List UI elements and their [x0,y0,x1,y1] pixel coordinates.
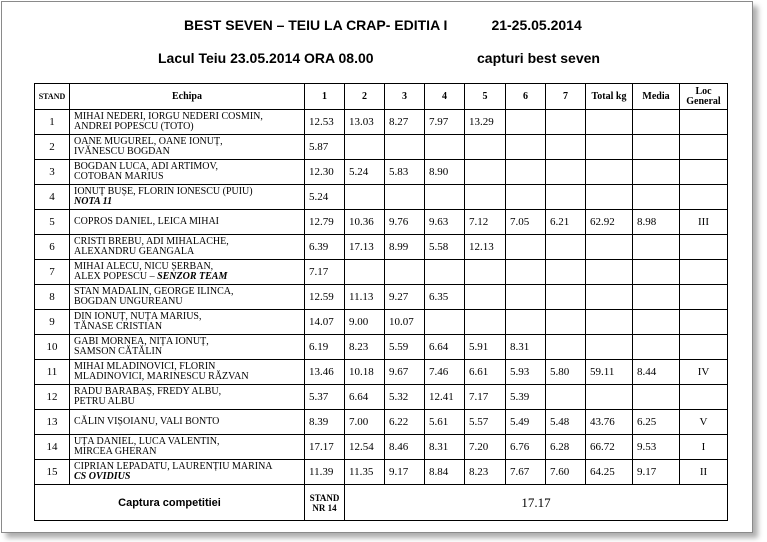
place-cell [680,285,728,310]
total-cell: 66.72 [586,435,633,460]
capture-cell [546,185,586,210]
total-cell [586,110,633,135]
capture-cell: 12.41 [425,385,465,410]
capture-cell: 9.76 [385,210,425,235]
capture-cell: 5.49 [506,410,546,435]
results-table [34,83,728,521]
average-cell [633,160,680,185]
total-cell: 43.76 [586,410,633,435]
capture-cell: 10.07 [385,310,425,335]
capture-cell: 12.59 [305,285,345,310]
capture-cell: 6.64 [425,335,465,360]
capture-cell: 9.27 [385,285,425,310]
capture-cell: 7.17 [465,385,506,410]
capture-cell [506,110,546,135]
capture-cell: 8.23 [465,460,506,485]
table-row [35,335,728,360]
average-cell: 9.17 [633,460,680,485]
total-cell [586,160,633,185]
capture-cell: 7.20 [465,435,506,460]
total-cell [586,385,633,410]
capture-cell: 11.13 [345,285,385,310]
captures-heading: capturi best seven [477,50,600,66]
header-1: 1 [305,84,345,110]
capture-cell: 5.58 [425,235,465,260]
team-cell: RADU BARABAȘ, FREDY ALBU, PETRU ALBU [70,385,305,410]
header-2: 2 [345,84,385,110]
average-cell [633,260,680,285]
average-cell: 9.53 [633,435,680,460]
total-cell: 62.92 [586,210,633,235]
capture-cell: 9.67 [385,360,425,385]
average-cell [633,235,680,260]
capture-cell: 6.76 [506,435,546,460]
capture-cell: 6.61 [465,360,506,385]
table-row [35,410,728,435]
capture-cell [506,160,546,185]
capture-cell: 7.60 [546,460,586,485]
average-cell [633,285,680,310]
capture-cell: 14.07 [305,310,345,335]
stand-cell: 5 [35,210,70,235]
capture-cell [506,185,546,210]
capture-cell: 5.59 [385,335,425,360]
total-cell [586,310,633,335]
capture-cell: 12.13 [465,235,506,260]
capture-cell: 8.23 [345,335,385,360]
team-cell: MIHAI NEDERI, IORGU NEDERI COSMIN, ANDREI POPESCU (TOTO) [70,110,305,135]
capture-cell: 7.17 [305,260,345,285]
total-cell: 64.25 [586,460,633,485]
header-3: 3 [385,84,425,110]
capture-cell: 6.35 [425,285,465,310]
competition-dates: 21-25.05.2014 [491,17,582,33]
table-row [35,160,728,185]
stand-cell: 1 [35,110,70,135]
place-cell [680,310,728,335]
place-cell: V [680,410,728,435]
capture-cell: 5.83 [385,160,425,185]
header-row [35,84,728,110]
total-cell [586,185,633,210]
stand-cell: 12 [35,385,70,410]
capture-cell [425,135,465,160]
capture-cell: 8.31 [425,435,465,460]
capture-cell: 8.90 [425,160,465,185]
capture-cell: 7.00 [345,410,385,435]
total-cell [586,260,633,285]
table-row [35,135,728,160]
place-cell: II [680,460,728,485]
stand-cell: 2 [35,135,70,160]
capture-cell: 8.99 [385,235,425,260]
capture-cell [546,160,586,185]
team-cell: CIPRIAN LEPADATU, LAURENȚIU MARINA CS OVIDIUS [70,460,305,485]
capture-cell: 13.29 [465,110,506,135]
capture-cell: 5.57 [465,410,506,435]
average-cell [633,310,680,335]
competition-capture-value: 17.17 [345,485,728,521]
capture-cell [385,135,425,160]
capture-cell [425,260,465,285]
capture-cell [345,185,385,210]
capture-cell: 12.30 [305,160,345,185]
capture-cell [506,285,546,310]
table-row [35,185,728,210]
stand-cell: 15 [35,460,70,485]
header-5: 5 [465,84,506,110]
capture-cell: 13.46 [305,360,345,385]
average-cell: 6.25 [633,410,680,435]
capture-cell: 6.64 [345,385,385,410]
table-row [35,235,728,260]
capture-cell: 17.17 [305,435,345,460]
place-cell: I [680,435,728,460]
table-row [35,210,728,235]
team-cell: MIHAI ALECU, NICU ȘERBAN, ALEX POPESCU – SENZOR TEAM [70,260,305,285]
team-cell: BOGDAN LUCA, ADI ARTIMOV, COTOBAN MARIUS [70,160,305,185]
total-cell [586,235,633,260]
capture-cell [546,310,586,335]
capture-cell: 8.84 [425,460,465,485]
total-cell [586,335,633,360]
place-cell [680,185,728,210]
capture-cell: 8.39 [305,410,345,435]
capture-cell: 12.79 [305,210,345,235]
capture-cell [546,285,586,310]
stand-cell: 14 [35,435,70,460]
place-cell [680,160,728,185]
capture-cell: 12.53 [305,110,345,135]
stand-cell: 9 [35,310,70,335]
team-cell: OANE MUGUREL, OANE IONUȚ, IVĂNESCU BOGDAN [70,135,305,160]
team-cell: CĂLIN VIȘOIANU, VALI BONTO [70,410,305,435]
capture-cell [425,310,465,335]
place-cell [680,235,728,260]
capture-cell: 5.24 [305,185,345,210]
capture-cell [546,260,586,285]
capture-cell [465,285,506,310]
header-team: Echipa [70,84,305,110]
header-average: Media [633,84,680,110]
average-cell: 8.44 [633,360,680,385]
capture-cell [385,260,425,285]
table-row [35,310,728,335]
table-row [35,435,728,460]
stand-cell: 11 [35,360,70,385]
capture-cell [345,135,385,160]
header-7: 7 [546,84,586,110]
capture-cell [465,185,506,210]
capture-cell [465,310,506,335]
total-cell: 59.11 [586,360,633,385]
place-cell [680,335,728,360]
average-cell [633,185,680,210]
capture-cell: 6.21 [546,210,586,235]
capture-cell [465,135,506,160]
table-row [35,285,728,310]
stand-cell: 10 [35,335,70,360]
competition-capture-label: Captura competitiei [35,485,305,521]
team-cell: MIHAI MLADINOVICI, FLORIN MLADINOVICI, MARINESCU RĂZVAN [70,360,305,385]
stand-cell: 8 [35,285,70,310]
capture-cell: 5.87 [305,135,345,160]
capture-stand: STAND NR 14 [305,485,345,521]
header-6: 6 [506,84,546,110]
place-cell: IV [680,360,728,385]
capture-cell: 17.13 [345,235,385,260]
capture-cell: 6.22 [385,410,425,435]
place-cell [680,260,728,285]
capture-cell: 9.63 [425,210,465,235]
capture-cell: 13.03 [345,110,385,135]
header-4: 4 [425,84,465,110]
capture-cell: 5.91 [465,335,506,360]
table-row [35,360,728,385]
place-cell: III [680,210,728,235]
capture-cell: 12.54 [345,435,385,460]
capture-cell: 5.39 [506,385,546,410]
capture-cell: 5.32 [385,385,425,410]
team-cell: UȚA DANIEL, LUCA VALENTIN, MIRCEA GHERAN [70,435,305,460]
capture-cell [506,235,546,260]
capture-cell [546,385,586,410]
team-cell: DIN IONUȚ, NUȚA MARIUS, TĂNASE CRISTIAN [70,310,305,335]
team-cell: GABI MORNEA, NIȚA IONUȚ, SAMSON CĂTĂLIN [70,335,305,360]
average-cell [633,385,680,410]
team-cell: STAN MADALIN, GEORGE ILINCA, BOGDAN UNGUREANU [70,285,305,310]
team-cell: CRISTI BREBU, ADI MIHALACHE, ALEXANDRU GEANGALA [70,235,305,260]
capture-cell: 7.12 [465,210,506,235]
capture-cell: 7.05 [506,210,546,235]
place-cell [680,110,728,135]
capture-cell: 6.28 [546,435,586,460]
capture-cell [345,260,385,285]
capture-cell [546,235,586,260]
stand-cell: 4 [35,185,70,210]
team-cell: IONUȚ BUȘE, FLORIN IONESCU (PUIU) NOTA 11 [70,185,305,210]
capture-cell: 9.17 [385,460,425,485]
capture-cell: 11.39 [305,460,345,485]
capture-cell [425,185,465,210]
capture-cell: 5.93 [506,360,546,385]
capture-cell: 7.46 [425,360,465,385]
capture-cell: 6.39 [305,235,345,260]
capture-cell: 9.00 [345,310,385,335]
capture-cell: 7.67 [506,460,546,485]
average-cell [633,135,680,160]
header-place: Loc General [680,84,728,110]
capture-cell [385,185,425,210]
capture-cell: 10.18 [345,360,385,385]
total-cell [586,135,633,160]
header-total: Total kg [586,84,633,110]
total-cell [586,285,633,310]
table-row [35,110,728,135]
capture-cell: 7.97 [425,110,465,135]
capture-cell: 5.80 [546,360,586,385]
average-cell [633,110,680,135]
capture-cell [465,160,506,185]
capture-cell [506,310,546,335]
average-cell: 8.98 [633,210,680,235]
place-cell [680,135,728,160]
capture-cell: 5.61 [425,410,465,435]
average-cell [633,335,680,360]
capture-cell [506,260,546,285]
capture-cell: 10.36 [345,210,385,235]
table-row [35,460,728,485]
header-stand: STAND [35,84,70,110]
stand-cell: 3 [35,160,70,185]
capture-cell: 5.37 [305,385,345,410]
capture-cell: 11.35 [345,460,385,485]
capture-cell: 8.27 [385,110,425,135]
stand-cell: 6 [35,235,70,260]
capture-cell: 5.48 [546,410,586,435]
capture-cell [546,135,586,160]
table-row [35,385,728,410]
capture-cell [546,335,586,360]
capture-cell: 8.31 [506,335,546,360]
footer-row [35,485,728,521]
capture-cell: 6.19 [305,335,345,360]
place-cell [680,385,728,410]
capture-cell [465,260,506,285]
capture-cell: 8.46 [385,435,425,460]
stand-cell: 13 [35,410,70,435]
capture-cell: 5.24 [345,160,385,185]
capture-cell [546,110,586,135]
capture-cell [506,135,546,160]
competition-location: Lacul Teiu 23.05.2014 ORA 08.00 [158,50,374,66]
competition-title: BEST SEVEN – TEIU LA CRAP- EDITIA I 21-25.05.2014 [184,17,582,33]
table-row [35,260,728,285]
team-cell: COPROS DANIEL, LEICA MIHAI [70,210,305,235]
stand-cell: 7 [35,260,70,285]
